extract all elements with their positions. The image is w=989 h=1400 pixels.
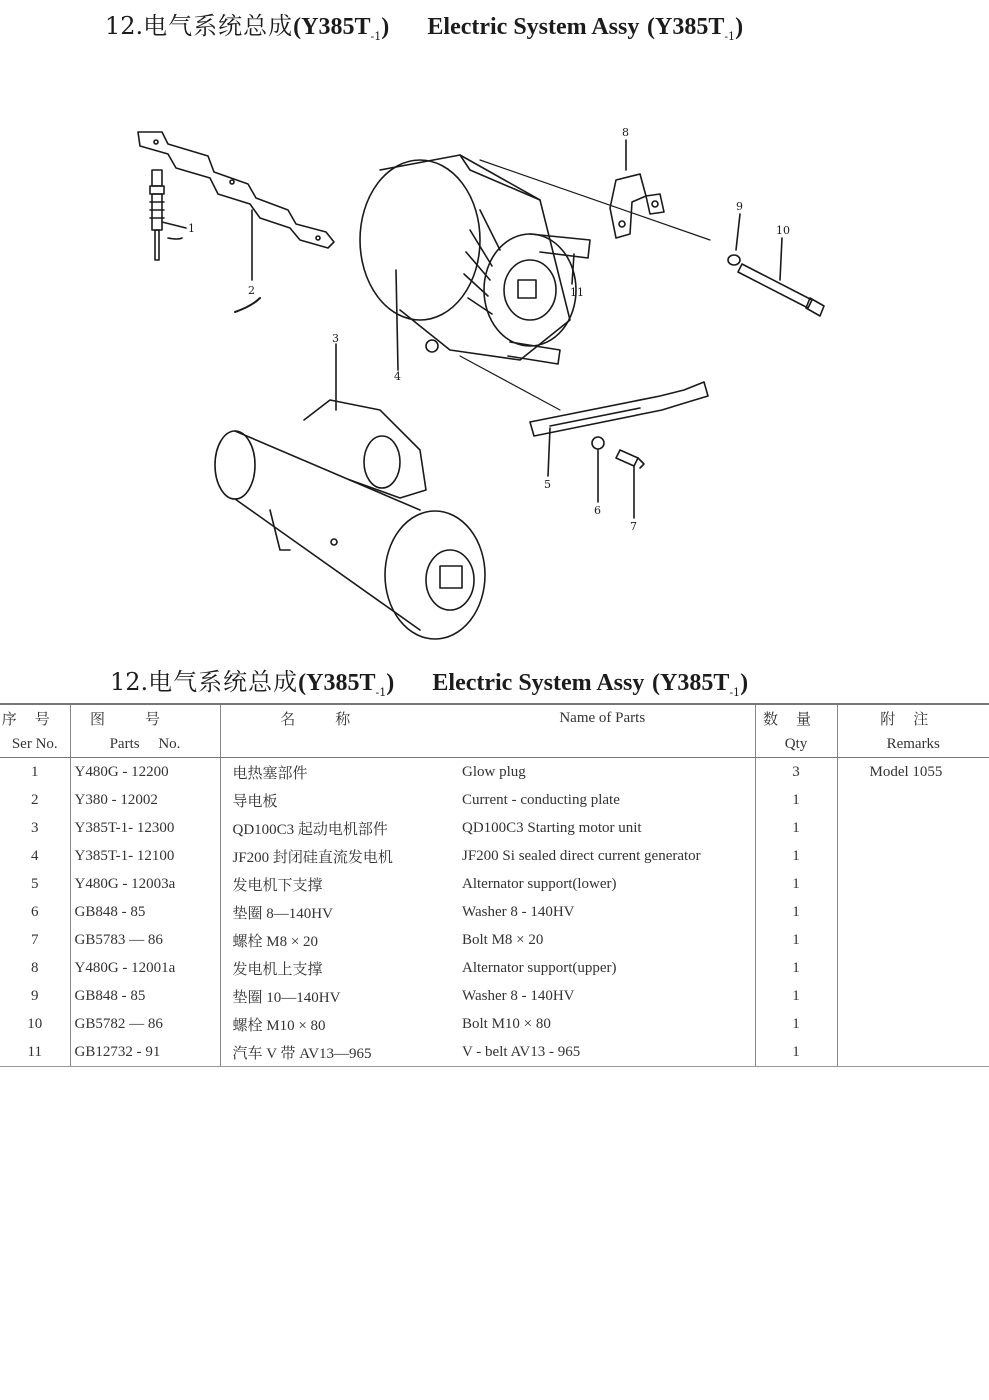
table-row <box>0 758 989 787</box>
callout-4: 4 <box>394 370 401 383</box>
ser-no: 2 <box>0 786 70 814</box>
part-name-cn: 导电板 <box>232 793 278 810</box>
table-row <box>0 1010 989 1038</box>
callout-6: 6 <box>594 504 601 517</box>
header-remarks-cn: 附注 <box>837 704 989 731</box>
qty: 1 <box>755 926 837 954</box>
title-model-sub: -1 <box>370 29 382 43</box>
table-title-model-cn: (Y385T <box>298 670 376 696</box>
table-row <box>0 786 989 814</box>
conducting-plate-drawing <box>138 132 334 248</box>
table-title-model-sub: -1 <box>375 685 387 699</box>
part-name-en: Alternator support(lower) <box>450 870 755 898</box>
part-name-en: Bolt M8 × 20 <box>450 926 755 954</box>
title-model-en-close: ) <box>735 14 744 40</box>
part-name-cn: 发电机下支撑 <box>232 877 323 894</box>
remarks <box>837 1010 989 1038</box>
remarks <box>837 982 989 1010</box>
title-chinese: 电气系统总成 <box>143 12 294 40</box>
table-row <box>0 982 989 1010</box>
callout-1: 1 <box>188 222 195 235</box>
part-no: Y480G - 12200 <box>70 758 220 787</box>
callout-10: 10 <box>776 224 790 237</box>
callout-7: 7 <box>630 520 637 533</box>
callout-8: 8 <box>622 126 629 139</box>
qty: 1 <box>755 786 837 814</box>
part-no: Y480G - 12003a <box>70 870 220 898</box>
part-name-en: Washer 8 - 140HV <box>450 898 755 926</box>
table-row <box>0 870 989 898</box>
table-row <box>0 842 989 870</box>
part-no: GB5782 — 86 <box>70 1010 220 1038</box>
remarks <box>837 898 989 926</box>
table-header-row-en <box>0 731 989 758</box>
page-title <box>105 6 989 43</box>
qty: 1 <box>755 870 837 898</box>
qty: 1 <box>755 814 837 842</box>
part-name-cn: 电热塞部件 <box>232 765 308 782</box>
part-name-en: Washer 8 - 140HV <box>450 982 755 1010</box>
parts-table <box>0 703 989 1067</box>
part-name-en: JF200 Si sealed direct current generator <box>450 842 755 870</box>
table-title <box>110 662 989 699</box>
glow-plug-drawing <box>150 170 164 260</box>
part-name-cn: JF200 封闭硅直流发电机 <box>232 849 393 866</box>
part-no: GB5783 — 86 <box>70 926 220 954</box>
table-title-english: Electric System Assy <box>432 670 645 696</box>
part-name-cn: QD100C3 起动电机部件 <box>232 821 388 838</box>
table-title-chinese: 电气系统总成 <box>148 668 299 696</box>
part-no: GB848 - 85 <box>70 982 220 1010</box>
part-name-en: Current - conducting plate <box>450 786 755 814</box>
starting-motor-drawing <box>215 400 485 639</box>
parts-table-body <box>0 758 989 1067</box>
header-qty-en: Qty <box>755 731 837 758</box>
header-name-blank <box>220 731 450 758</box>
table-row <box>0 926 989 954</box>
header-parts-en: Parts No. <box>70 731 220 758</box>
qty: 1 <box>755 954 837 982</box>
table-title-model-en-sub: -1 <box>729 685 741 699</box>
header-remarks-en: Remarks <box>837 731 989 758</box>
ser-no: 4 <box>0 842 70 870</box>
ser-no: 1 <box>0 758 70 787</box>
part-name-cn: 螺栓 M8 × 20 <box>232 933 319 950</box>
remarks <box>837 870 989 898</box>
lower-support-drawing <box>530 382 708 436</box>
part-name-cn: 螺栓 M10 × 80 <box>232 1017 326 1034</box>
part-name-en: Glow plug <box>450 758 755 787</box>
remarks <box>837 814 989 842</box>
part-no: Y385T-1- 12100 <box>70 842 220 870</box>
callout-11: 11 <box>570 286 584 299</box>
exploded-parts-diagram <box>120 110 840 650</box>
table-row <box>0 954 989 982</box>
part-name-en: Bolt M10 × 80 <box>450 1010 755 1038</box>
part-name-cn: 发电机上支撑 <box>232 961 323 978</box>
remarks: Model 1055 <box>869 763 943 780</box>
callout-2: 2 <box>248 284 255 297</box>
ser-no: 9 <box>0 982 70 1010</box>
washer-drawing <box>728 255 740 265</box>
table-title-model-en-close: ) <box>740 670 749 696</box>
header-ser-cn: 序号 <box>0 704 70 731</box>
ser-no: 3 <box>0 814 70 842</box>
title-english: Electric System Assy <box>427 14 640 40</box>
table-title-model-en: (Y385T <box>652 670 730 696</box>
callout-9: 9 <box>736 200 743 213</box>
part-no: GB12732 - 91 <box>70 1038 220 1067</box>
callout-3: 3 <box>332 332 339 345</box>
qty: 1 <box>755 842 837 870</box>
part-name-cn: 汽车 V 带 AV13—965 <box>220 1038 450 1067</box>
header-qty-cn: 数量 <box>755 704 837 731</box>
remarks <box>837 1038 989 1067</box>
part-name-en: QD100C3 Starting motor unit <box>450 814 755 842</box>
remarks <box>837 926 989 954</box>
header-parts-cn: 图号 <box>70 704 220 731</box>
remarks <box>837 786 989 814</box>
title-model-close: ) <box>381 14 390 40</box>
table-row <box>0 814 989 842</box>
title-model-en: (Y385T <box>647 14 725 40</box>
title-model-en-sub: -1 <box>724 29 736 43</box>
table-title-model-close: ) <box>386 670 395 696</box>
table-title-number: 12. <box>110 668 149 696</box>
ser-no: 8 <box>0 954 70 982</box>
small-washer-drawing <box>592 437 604 449</box>
part-name-en: V - belt AV13 - 965 <box>450 1038 755 1067</box>
remarks <box>837 954 989 982</box>
qty: 1 <box>755 1010 837 1038</box>
title-number: 12. <box>105 12 144 40</box>
header-name-cn: 名称 <box>220 704 450 731</box>
ser-no: 7 <box>0 926 70 954</box>
header-name-en: Name of Parts <box>450 704 755 731</box>
ser-no: 11 <box>0 1038 70 1067</box>
upper-support-drawing <box>610 174 664 238</box>
ser-no: 6 <box>0 898 70 926</box>
qty: 1 <box>755 1038 837 1067</box>
part-name-en: Alternator support(upper) <box>450 954 755 982</box>
ser-no: 10 <box>0 1010 70 1038</box>
table-row <box>0 898 989 926</box>
table-row <box>0 1038 989 1067</box>
qty: 1 <box>755 898 837 926</box>
header-ser-en: Ser No. <box>0 731 70 758</box>
header-name-blank-2 <box>450 731 755 758</box>
part-no: Y385T-1- 12300 <box>70 814 220 842</box>
qty: 3 <box>755 758 837 787</box>
part-no: Y480G - 12001a <box>70 954 220 982</box>
part-no: Y380 - 12002 <box>70 786 220 814</box>
short-bolt-drawing <box>616 450 644 468</box>
callout-5: 5 <box>544 478 551 491</box>
part-no: GB848 - 85 <box>70 898 220 926</box>
qty: 1 <box>755 982 837 1010</box>
title-model-cn: (Y385T <box>293 14 371 40</box>
ser-no: 5 <box>0 870 70 898</box>
part-name-cn: 垫圈 8—140HV <box>232 905 333 922</box>
remarks <box>837 842 989 870</box>
part-name-cn: 垫圈 10—140HV <box>232 989 341 1006</box>
table-header-row-cn <box>0 704 989 731</box>
